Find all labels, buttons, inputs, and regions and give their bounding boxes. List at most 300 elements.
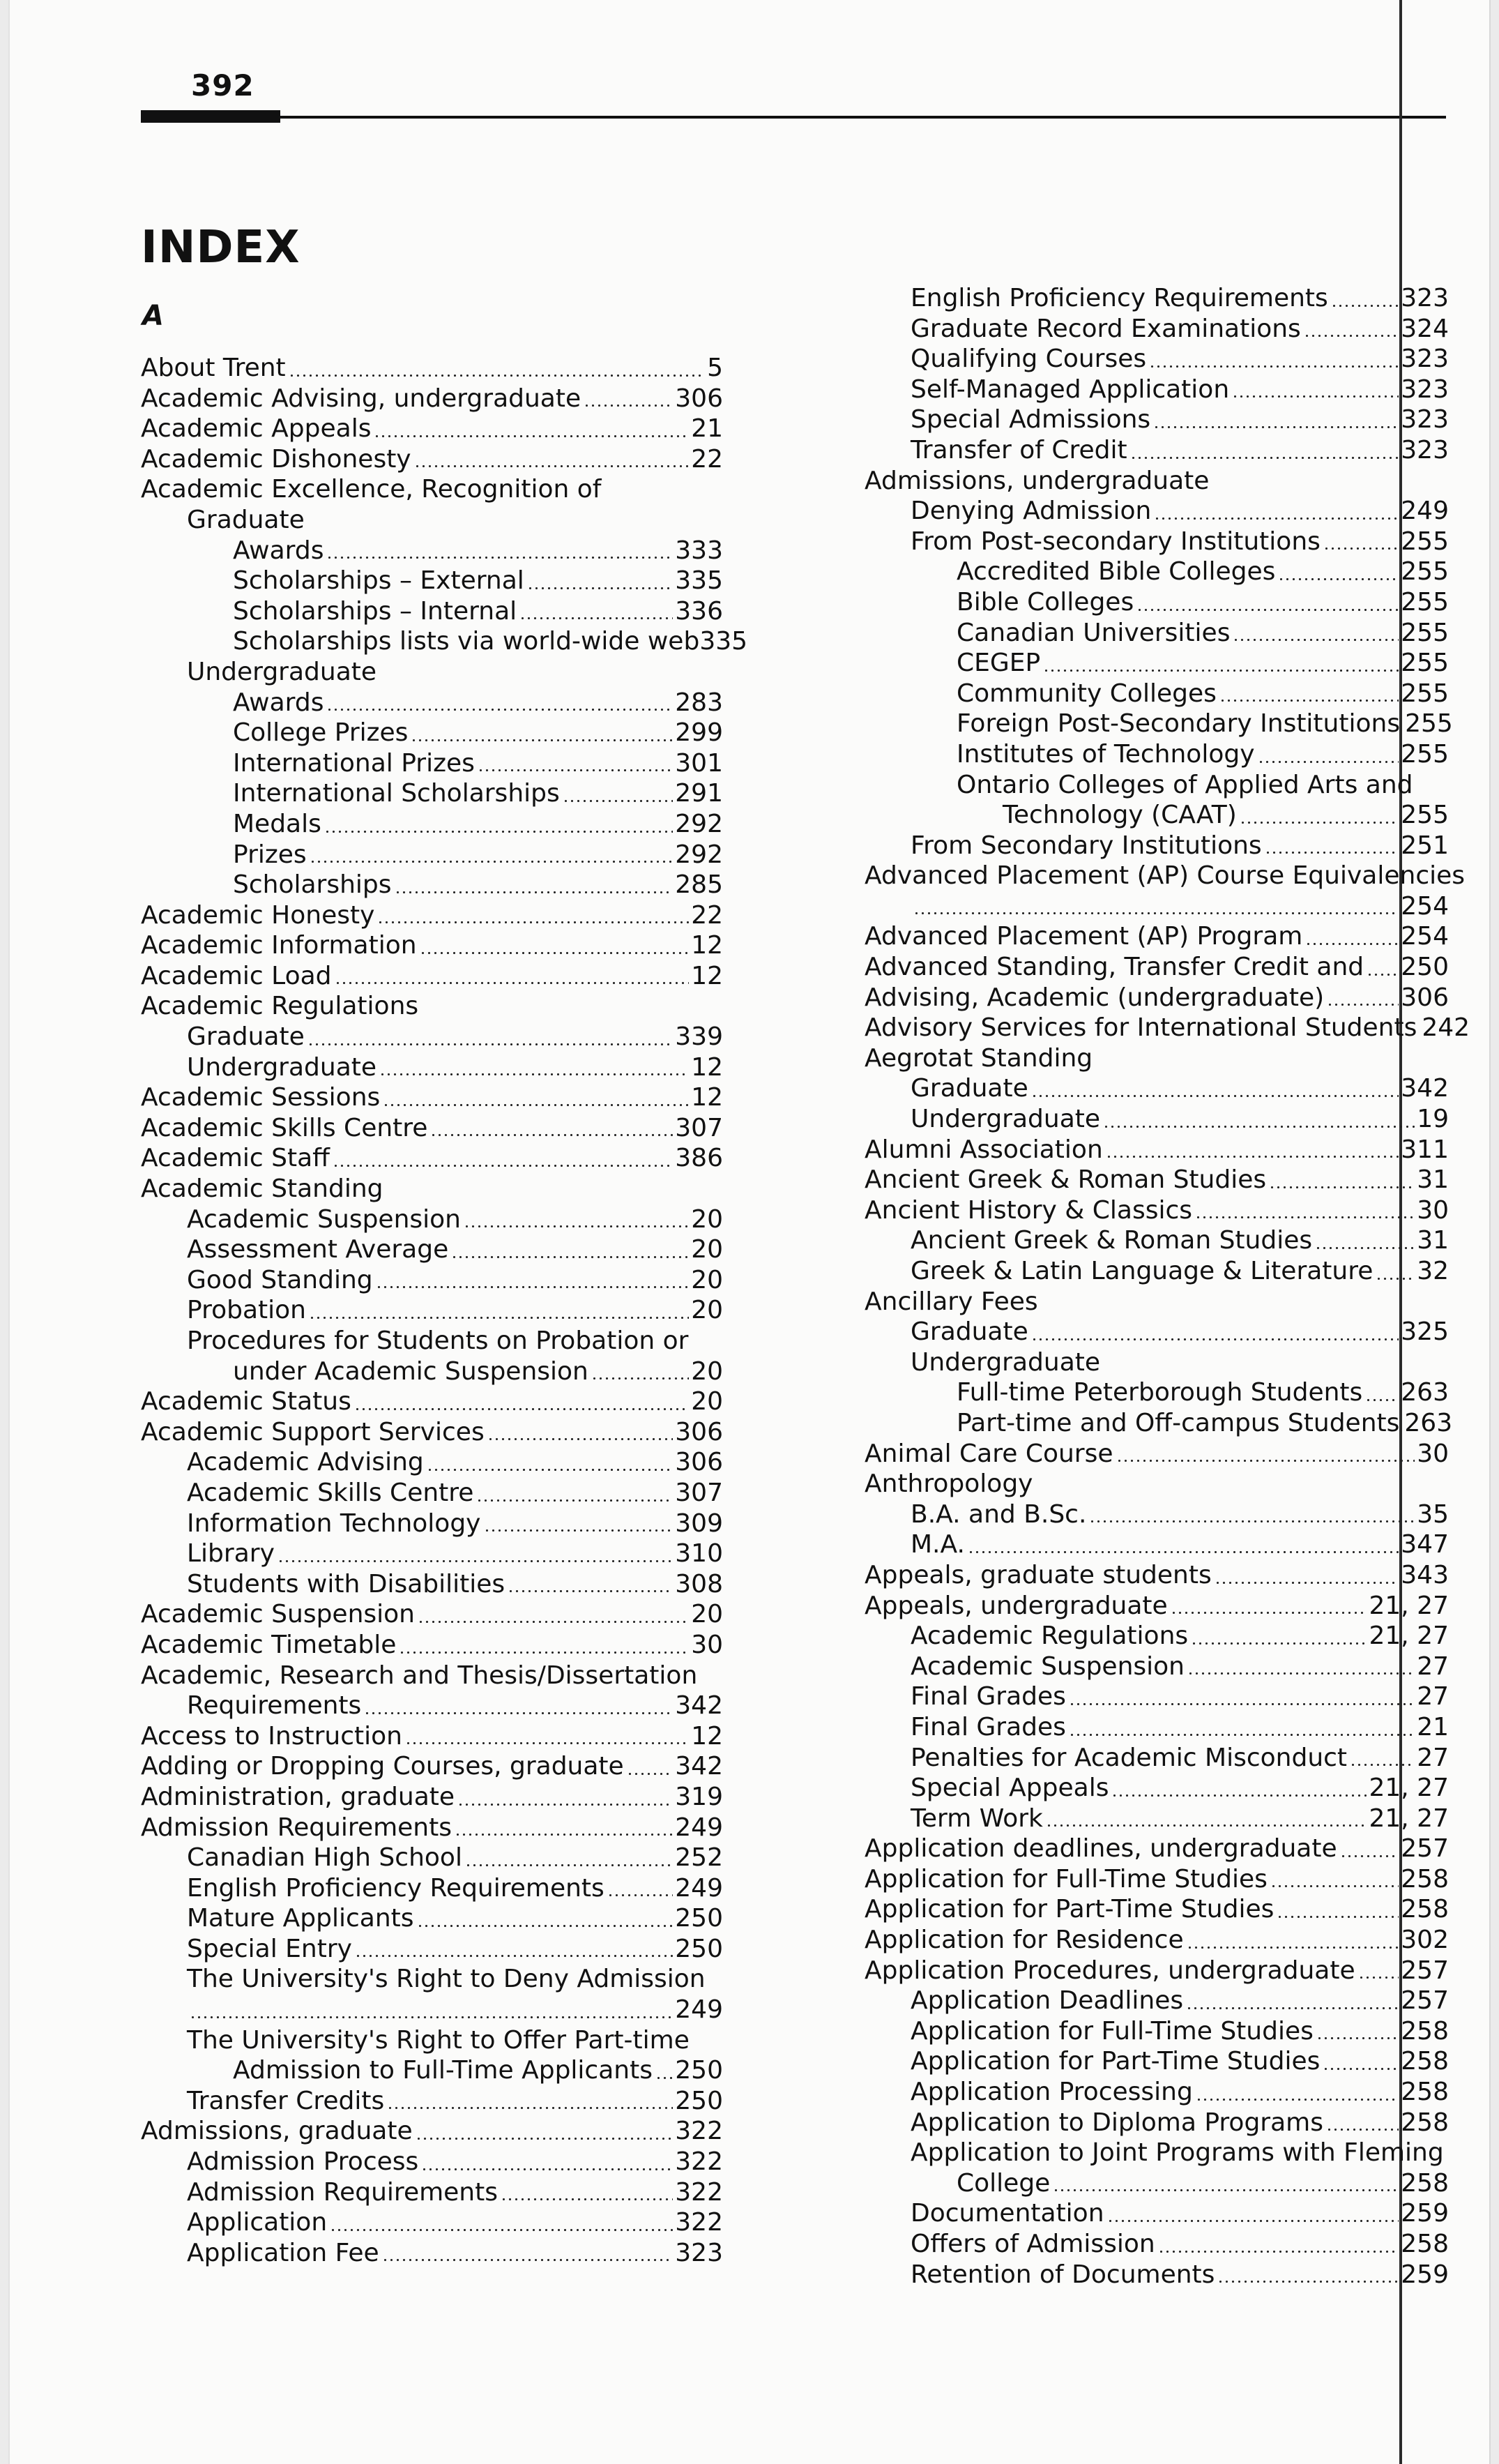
index-entry-text: Institutes of Technology (957, 739, 1255, 769)
index-entry-page: 12 (691, 961, 723, 990)
index-entry (141, 1509, 723, 1539)
dot-leader (464, 1225, 689, 1227)
dot-leader (451, 1256, 689, 1258)
dot-leader (1358, 1977, 1399, 1979)
index-entry (141, 505, 723, 536)
index-entry (141, 778, 723, 809)
index-entry-text: Special Appeals (911, 1774, 1109, 1803)
dot-leader (1326, 2129, 1399, 2131)
index-entry-text: Advanced Placement (AP) Program (865, 922, 1303, 951)
dot-leader (1136, 609, 1399, 611)
index-entry-page: 259 (1401, 2199, 1449, 2228)
index-entry-text: Application Processing (911, 2078, 1193, 2107)
index-entry-text: Application for Part-Time Studies (911, 2047, 1321, 2076)
index-entry (141, 718, 723, 748)
index-entry-page: 242 (1422, 1013, 1470, 1043)
index-entry-page: 12 (691, 1721, 723, 1751)
index-entry (865, 2046, 1449, 2077)
index-entry-page: 27 (1417, 1743, 1449, 1772)
dot-leader (387, 2107, 673, 2109)
index-entry-page: 308 (675, 1569, 723, 1598)
index-entry-text: Students with Disabilities (187, 1569, 505, 1598)
index-entry-text: Special Admissions (911, 405, 1151, 434)
dot-leader (418, 1621, 689, 1623)
index-entry-page: 263 (1401, 1378, 1449, 1407)
index-entry-text: Undergraduate (187, 1052, 377, 1082)
index-entry-page: 310 (675, 1539, 723, 1569)
index-entry-text: Scholarships lists via world-wide web (233, 627, 700, 656)
index-entry (141, 536, 723, 566)
dot-leader (1107, 2220, 1399, 2222)
index-entry-page: 258 (1401, 1895, 1449, 1924)
dot-leader (382, 2259, 674, 2261)
index-entry-page: 21, 27 (1369, 1774, 1449, 1803)
index-entry-page: 21, 27 (1369, 1622, 1449, 1651)
index-entry (141, 2177, 723, 2208)
index-entry-page: 19 (1417, 1105, 1449, 1134)
dot-leader (1130, 457, 1399, 459)
index-entry-text: International Prizes (233, 748, 475, 778)
index-entry (865, 1287, 1449, 1317)
dot-leader (1053, 2189, 1399, 2191)
index-entry-text: International Scholarships (233, 779, 560, 808)
dot-leader (1195, 1216, 1415, 1218)
dot-leader (307, 1043, 674, 1045)
dot-leader (519, 617, 673, 619)
dot-leader (1158, 2251, 1399, 2253)
dot-leader (584, 405, 673, 407)
index-entry (865, 1135, 1449, 1165)
index-entry-text: Academic Sessions (141, 1083, 381, 1112)
index-entry-text: Academic Information (141, 931, 417, 960)
index-entry-page: 343 (1401, 1560, 1449, 1589)
index-entry-text: Ancillary Fees (865, 1287, 1038, 1316)
index-entry-page: 255 (1401, 679, 1449, 708)
index-entry-text: Probation (187, 1296, 306, 1325)
dot-leader (1365, 1399, 1399, 1401)
index-entry-page: 322 (675, 2177, 723, 2207)
index-entry-text: Graduate (911, 1317, 1028, 1347)
index-entry (865, 2260, 1449, 2290)
index-entry (141, 1022, 723, 1052)
index-entry (141, 1873, 723, 1904)
index-entry-text: Advising, Academic (undergraduate) (865, 983, 1325, 1012)
index-entry (141, 809, 723, 840)
dot-leader (607, 1894, 673, 1896)
dot-leader (333, 1165, 673, 1167)
index-entry-page: 322 (675, 2117, 723, 2146)
index-entry-page: 299 (675, 718, 723, 748)
index-entry (141, 1691, 723, 1721)
dot-leader (508, 1590, 673, 1592)
index-entry-page: 249 (675, 1873, 723, 1903)
index-entry-text: Admission Requirements (141, 1813, 452, 1842)
dot-leader (1187, 1947, 1399, 1949)
index-entry-page: 323 (1401, 375, 1449, 404)
index-entry (141, 1174, 723, 1204)
index-entry (141, 414, 723, 444)
index-entry-text: Awards (233, 536, 324, 565)
index-entry-page: 258 (1401, 2108, 1449, 2137)
index-entry-text: Transfer of Credit (911, 435, 1127, 464)
dot-leader (484, 1529, 674, 1532)
index-entry-page: 20 (691, 1265, 723, 1294)
dot-leader (326, 709, 673, 711)
index-entry (141, 444, 723, 475)
index-column-right (865, 283, 1470, 2290)
index-entry-page: 283 (675, 688, 723, 717)
index-entry-text: Academic Suspension (911, 1652, 1185, 1681)
dot-leader (627, 1773, 674, 1775)
dot-leader (364, 1712, 673, 1714)
index-entry (865, 344, 1449, 375)
index-entry (141, 1265, 723, 1296)
index-entry-page: 291 (675, 779, 723, 808)
index-entry-text: Graduate (187, 505, 305, 534)
index-entry-text: English Proficiency Requirements (911, 284, 1328, 312)
index-entry (865, 1621, 1449, 1652)
index-entry-text: Procedures for Students on Probation or (187, 1327, 689, 1355)
index-entry (865, 2198, 1449, 2229)
dot-leader (501, 2198, 673, 2200)
index-entry-text: Academic Advising, undergraduate (141, 384, 581, 413)
index-entry (865, 770, 1449, 801)
index-entry-text: Academic Load (141, 961, 332, 990)
index-entry-text: Ontario Colleges of Applied Arts and (957, 770, 1413, 799)
dot-leader (1171, 1612, 1367, 1614)
index-entry-text: Access to Instruction (141, 1721, 402, 1751)
index-entry-text: Admission to Full-Time Applicants (233, 2056, 653, 2085)
dot-leader (309, 1317, 689, 1319)
index-entry-text: From Post-secondary Institutions (911, 527, 1321, 556)
index-entry (141, 1782, 723, 1813)
index-entry (141, 1052, 723, 1083)
dot-leader (416, 2138, 674, 2140)
dot-leader (1046, 1824, 1367, 1827)
index-entry (865, 1469, 1449, 1499)
index-entry-text: Good Standing (187, 1265, 373, 1294)
dot-leader (455, 1834, 673, 1836)
index-entry-text: Appeals, graduate students (865, 1560, 1212, 1589)
index-entry-page: 254 (1401, 891, 1449, 921)
index-entry (141, 900, 723, 931)
dot-leader (1376, 1278, 1415, 1280)
index-entry-page: 324 (1401, 314, 1449, 343)
index-entry-text: Bible Colleges (957, 587, 1134, 617)
index-entry (141, 474, 723, 505)
index-entry (141, 870, 723, 900)
index-entry-text: Application for Residence (865, 1926, 1184, 1955)
dot-leader (1232, 395, 1399, 398)
index-entry (141, 688, 723, 718)
index-entry-page: 255 (1405, 709, 1453, 739)
dot-leader (1277, 1916, 1399, 1918)
dot-leader (427, 1469, 674, 1471)
index-entry-page: 21 (1417, 1712, 1449, 1741)
index-entry-text: Advanced Placement (AP) Course Equivalencies (865, 861, 1466, 891)
index-entry (865, 587, 1449, 618)
index-entry (865, 2138, 1449, 2168)
index-entry-text: Undergraduate (187, 657, 377, 686)
index-entry (865, 2016, 1449, 2047)
dot-leader (1069, 1734, 1415, 1736)
index-entry (865, 679, 1449, 709)
index-entry-text: Admissions, graduate (141, 2117, 413, 2146)
index-entry-text: Special Entry (187, 1934, 352, 1963)
index-entry-page: 254 (1401, 922, 1449, 951)
dot-leader (289, 375, 705, 377)
index-entry-text: The University's Right to Deny Admission (187, 1965, 706, 1994)
dot-leader (190, 2016, 673, 2018)
index-entry-page: 20 (691, 1235, 723, 1264)
index-entry-page: 258 (1401, 2078, 1449, 2107)
index-entry-text: Documentation (911, 2199, 1104, 2228)
index-entry (865, 1408, 1453, 1439)
index-entry-text: Ancient History & Classics (865, 1195, 1193, 1225)
index-entry-text: Academic Advising (187, 1448, 424, 1477)
index-entry-text: Academic Dishonesty (141, 444, 411, 474)
dot-leader (1191, 1642, 1367, 1645)
index-entry (141, 1539, 723, 1569)
index-entry-page: 319 (675, 1782, 723, 1811)
index-entry (141, 748, 723, 779)
index-entry-text: Application for Full-Time Studies (865, 1864, 1268, 1894)
index-entry-page: 323 (1401, 345, 1449, 374)
index-entry-page: 257 (1401, 1834, 1449, 1864)
index-entry-page: 21 (691, 414, 723, 444)
dot-leader (326, 557, 673, 559)
dot-leader (1315, 1247, 1415, 1249)
index-entry-text: Medals (233, 809, 321, 838)
index-entry (865, 1013, 1470, 1043)
index-entry-page: 20 (691, 1296, 723, 1325)
index-entry-text: Academic Standing (141, 1174, 383, 1204)
index-entry-text: Graduate (911, 1074, 1028, 1103)
index-entry-text: Transfer Credits (187, 2086, 385, 2115)
dot-leader (310, 861, 674, 863)
dot-leader (1233, 639, 1399, 641)
dot-leader (383, 1104, 689, 1106)
index-entry-text: Alumni Association (865, 1135, 1103, 1164)
index-entry (141, 1964, 723, 1995)
index-entry (865, 1256, 1449, 1287)
dot-leader (1340, 1855, 1399, 1857)
index-entry-page: 255 (1401, 527, 1449, 556)
index-entry-text: Academic Regulations (141, 992, 419, 1021)
index-entry (865, 1225, 1449, 1256)
dot-leader (324, 831, 673, 833)
dot-leader (1031, 1095, 1399, 1097)
index-entry-text: Academic, Research and Thesis/Dissertation (141, 1661, 698, 1690)
index-entry-text: Community Colleges (957, 679, 1217, 708)
index-entry (141, 840, 723, 870)
index-entry (865, 1894, 1449, 1925)
index-entry-text: Academic Excellence, Recognition of (141, 475, 602, 504)
index-entry-text: Academic Appeals (141, 414, 372, 444)
index-entry-text: Academic Honesty (141, 900, 375, 930)
dot-leader (395, 891, 674, 893)
index-entry-page: 31 (1417, 1165, 1449, 1195)
page-title: INDEX (141, 222, 300, 273)
index-entry (865, 314, 1449, 345)
index-entry (141, 1478, 723, 1509)
index-entry (865, 861, 1466, 891)
dot-leader (487, 1438, 674, 1440)
dot-leader (1305, 943, 1399, 945)
index-entry (141, 1082, 723, 1113)
index-entry-page: 250 (675, 2086, 723, 2115)
dot-leader (968, 1551, 1399, 1553)
index-entry-text: About Trent (141, 354, 286, 382)
index-entry-page: 30 (691, 1630, 723, 1659)
dot-leader (1187, 1672, 1415, 1675)
index-entry-page: 249 (675, 1995, 723, 2025)
index-entry (865, 1377, 1449, 1408)
index-entry (865, 1712, 1449, 1743)
index-entry (865, 618, 1449, 649)
dot-leader (527, 587, 674, 589)
index-entry (141, 1447, 723, 1478)
index-entry-page: 335 (699, 627, 748, 656)
index-entry-text: Admissions, undergraduate (865, 466, 1210, 495)
index-entry (865, 1165, 1449, 1195)
index-entry-page: 250 (675, 1904, 723, 1933)
index-entry-page: 31 (1417, 1226, 1449, 1255)
index-entry-page: 263 (1404, 1408, 1453, 1437)
dot-leader (1219, 700, 1399, 702)
index-entry-text: Appeals, undergraduate (865, 1591, 1168, 1620)
index-entry-page: 5 (707, 354, 723, 382)
index-entry-text: Scholarships – Internal (233, 596, 517, 626)
dot-leader (414, 465, 690, 467)
index-entry (865, 2108, 1449, 2138)
dot-leader (1265, 852, 1399, 854)
index-entry-page: 311 (1401, 1135, 1449, 1164)
index-entry-page: 20 (691, 1600, 723, 1629)
dot-leader (478, 769, 673, 771)
index-entry (141, 1386, 723, 1417)
index-entry (865, 1439, 1449, 1469)
index-page (8, 0, 1491, 2464)
index-entry-text: CEGEP (957, 649, 1041, 678)
index-entry-text: Undergraduate (911, 1105, 1101, 1134)
dot-leader (1258, 761, 1399, 763)
index-entry-text: Advisory Services for International Students (865, 1013, 1417, 1043)
index-entry-page: 322 (675, 2147, 723, 2177)
index-entry-text: Academic Skills Centre (141, 1113, 428, 1142)
index-entry-page: 292 (675, 809, 723, 838)
index-entry-page: 32 (1417, 1257, 1449, 1285)
index-entry-text: Academic Support Services (141, 1417, 485, 1446)
index-entry (141, 1326, 723, 1356)
index-entry-page: 21, 27 (1369, 1804, 1449, 1833)
index-entry-page: 292 (675, 840, 723, 869)
index-entry-text: Awards (233, 688, 324, 717)
index-entry (865, 496, 1449, 527)
index-entry-text: Application Procedures, undergraduate (865, 1956, 1355, 1985)
index-entry-page: 342 (1401, 1074, 1449, 1103)
index-entry (141, 1995, 723, 2025)
dot-leader (417, 1925, 674, 1927)
dot-leader (1215, 1582, 1399, 1584)
index-entry-text: under Academic Suspension (233, 1356, 588, 1386)
index-entry-text: Undergraduate (911, 1347, 1101, 1377)
index-entry-page: 249 (675, 1813, 723, 1842)
dot-leader (913, 912, 1399, 914)
index-entry-page: 258 (1401, 2230, 1449, 2258)
dot-leader (335, 982, 690, 984)
index-entry-text: Ancient Greek & Roman Studies (865, 1165, 1267, 1195)
dot-leader (1043, 670, 1399, 672)
index-entry (865, 1681, 1449, 1712)
dot-leader (1186, 2007, 1399, 2009)
dot-leader (1111, 1794, 1367, 1797)
index-entry-text: College (957, 2168, 1051, 2198)
dot-leader (1269, 1186, 1415, 1188)
index-entry-page: 255 (1401, 618, 1449, 647)
index-entry (141, 596, 723, 627)
index-entry-text: Term Work (911, 1804, 1043, 1833)
index-entry (141, 1143, 723, 1174)
dot-leader (1331, 305, 1399, 307)
dot-leader (330, 2229, 673, 2231)
index-entry-text: M.A. (911, 1530, 965, 1559)
index-entry-text: Academic Status (141, 1387, 351, 1416)
index-entry (865, 2077, 1449, 2108)
index-entry-text: Assessment Average (187, 1235, 449, 1264)
index-entry (865, 466, 1449, 497)
index-entry (141, 930, 723, 961)
index-entry-text: Canadian High School (187, 1843, 462, 1873)
index-entry (865, 283, 1449, 314)
index-entry (865, 527, 1449, 557)
index-entry-text: Technology (CAAT) (1003, 801, 1237, 830)
index-entry-page: 255 (1401, 649, 1449, 678)
index-entry-text: Denying Admission (911, 497, 1152, 526)
dot-leader (1154, 517, 1399, 520)
index-entry-page: 306 (675, 1417, 723, 1446)
index-entry-page: 30 (1417, 1195, 1449, 1225)
index-entry (865, 1804, 1449, 1834)
index-entry-text: Admission Requirements (187, 2177, 498, 2207)
index-entry (141, 1934, 723, 1965)
index-entry-page: 20 (691, 1387, 723, 1416)
dot-leader (1106, 1156, 1399, 1158)
index-entry-page: 258 (1401, 2047, 1449, 2076)
index-entry-page: 257 (1401, 1956, 1449, 1985)
index-entry (865, 2229, 1449, 2260)
page-number: 392 (191, 68, 254, 103)
index-entry-page: 20 (691, 1356, 723, 1386)
index-entry-text: Library (187, 1539, 275, 1569)
index-entry-text: From Secondary Institutions (911, 831, 1262, 860)
index-entry-text: Application for Part-Time Studies (865, 1895, 1274, 1924)
index-entry-text: Advanced Standing, Transfer Credit and (865, 953, 1364, 982)
index-entry-text: Final Grades (911, 1712, 1066, 1741)
index-entry-text: Application to Joint Programs with Fleming (911, 2138, 1444, 2168)
dot-leader (355, 1955, 673, 1957)
index-entry-page: 307 (675, 1113, 723, 1142)
dot-leader (377, 921, 689, 923)
dot-leader (1116, 1460, 1415, 1462)
index-entry (865, 2168, 1449, 2199)
index-entry-page: 323 (1401, 435, 1449, 464)
dot-leader (277, 1560, 673, 1562)
dot-leader (1089, 1520, 1415, 1522)
index-entry (141, 2238, 723, 2269)
index-entry (865, 1925, 1449, 1956)
index-entry (865, 1347, 1449, 1378)
